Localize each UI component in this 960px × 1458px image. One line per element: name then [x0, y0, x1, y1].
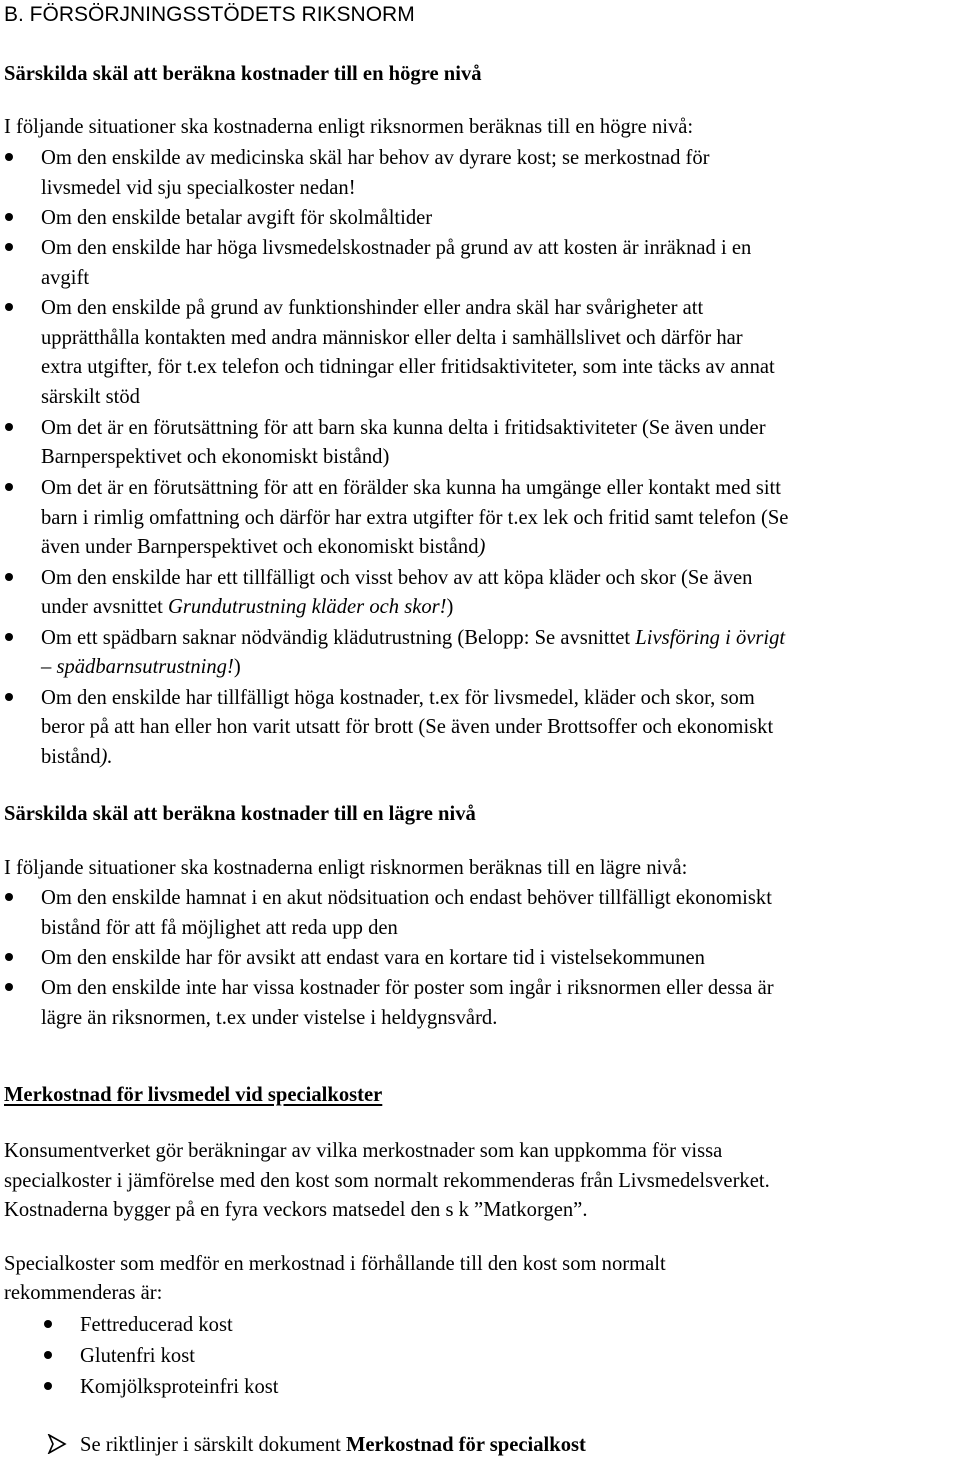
list-item-cont: livsmedel vid sju specialkoster nedan!: [41, 177, 356, 199]
list-item: Om den enskilde inte har vissa kostnader för poster som ingår i riksnormen eller dessa är: [41, 977, 774, 999]
list-item: Om den enskilde har ett tillfälligt och visst behov av att köpa kläder och skor (Se även: [41, 567, 753, 589]
diet-item: Komjölksproteinfri kost: [80, 1376, 279, 1398]
bullet-dot: [5, 423, 13, 431]
list-item: Om det är en förutsättning för att en förälder ska kunna ha umgänge eller kontakt med sitt: [41, 477, 781, 499]
bullet-dot: [44, 1382, 52, 1390]
list-item-cont: upprätthålla kontakten med andra människor eller delta i samhällslivet och därför har: [41, 327, 743, 349]
see-guidelines: Se riktlinjer i särskilt dokument Merkostnad för specialkost: [80, 1434, 586, 1456]
intro-lower-level: I följande situationer ska kostnaderna enligt risknormen beräknas till en lägre nivå:: [4, 857, 688, 879]
heading-lower-level: Särskilda skäl att beräkna kostnader till en lägre nivå: [4, 803, 476, 825]
list-item-cont: beror på att han eller hon varit utsatt för brott (Se även under Brottsoffer och ekonomiskt: [41, 716, 774, 738]
bullet-dot: [5, 893, 13, 901]
list-item-cont: bistånd för att få möjlighet att reda upp den: [41, 917, 398, 939]
list-item-cont: bistånd).: [41, 746, 113, 768]
list-item: Om den enskilde av medicinska skäl har behov av dyrare kost; se merkostnad för: [41, 147, 710, 169]
bullet-dot: [5, 983, 13, 991]
list-item: Om den enskilde har tillfälligt höga kostnader, t.ex för livsmedel, kläder och skor, som: [41, 687, 755, 709]
bullet-dot: [5, 243, 13, 251]
bullet-dot: [5, 303, 13, 311]
arrow-bullet-icon: [47, 1434, 67, 1454]
list-item: Om det är en förutsättning för att barn ska kunna delta i fritidsaktiviteter (Se även under: [41, 417, 766, 439]
paragraph-line: Specialkoster som medför en merkostnad i förhållande till den kost som normalt: [4, 1253, 666, 1275]
bullet-dot: [5, 693, 13, 701]
bullet-dot: [5, 153, 13, 161]
list-item: Om den enskilde har höga livsmedelskostnader på grund av att kosten är inräknad i en: [41, 237, 752, 259]
list-item: Om ett spädbarn saknar nödvändig klädutrustning (Belopp: Se avsnittet Livsföring i övrigt: [41, 627, 786, 649]
list-item-cont: lägre än riksnormen, t.ex under vistelse i heldygnsvård.: [41, 1007, 498, 1029]
list-item-cont: barn i rimlig omfattning och därför har extra utgifter för t.ex lek och fritid samt telefon (Se: [41, 507, 789, 529]
bullet-dot: [44, 1351, 52, 1359]
intro-higher-level: I följande situationer ska kostnaderna enligt riksnormen beräknas till en högre nivå:: [4, 116, 694, 138]
list-item: Om den enskilde hamnat i en akut nödsituation och endast behöver tillfälligt ekonomiskt: [41, 887, 772, 909]
heading-higher-level: Särskilda skäl att beräkna kostnader till en högre nivå: [4, 63, 482, 85]
diet-item: Glutenfri kost: [80, 1345, 195, 1367]
list-item-cont: Barnperspektivet och ekonomiskt bistånd): [41, 446, 390, 468]
bullet-dot: [5, 633, 13, 641]
list-item-cont: under avsnittet Grundutrustning kläder och skor!): [41, 596, 454, 618]
bullet-dot: [5, 483, 13, 491]
list-item-cont: – spädbarnsutrustning!): [41, 656, 241, 678]
bullet-dot: [5, 953, 13, 961]
list-item-cont: även under Barnperspektivet och ekonomiskt bistånd): [41, 536, 486, 558]
list-item: Om den enskilde på grund av funktionshinder eller andra skäl har svårigheter att: [41, 297, 704, 319]
bullet-dot: [44, 1320, 52, 1328]
paragraph-line: Konsumentverket gör beräkningar av vilka merkostnader som kan uppkomma för vissa: [4, 1140, 723, 1162]
diet-item: Fettreducerad kost: [80, 1314, 233, 1336]
paragraph-line: Kostnaderna bygger på en fyra veckors matsedel den s k ”Matkorgen”.: [4, 1199, 588, 1221]
section-title: B. FÖRSÖRJNINGSSTÖDETS RIKSNORM: [4, 3, 415, 26]
paragraph-line: specialkoster i jämförelse med den kost som normalt rekommenderas från Livsmedelsverket.: [4, 1170, 770, 1192]
list-item: Om den enskilde har för avsikt att endast vara en kortare tid i vistelsekommunen: [41, 947, 705, 969]
bullet-dot: [5, 573, 13, 581]
list-item-cont: särskilt stöd: [41, 386, 140, 408]
paragraph-line: rekommenderas är:: [4, 1282, 163, 1304]
list-item-cont: extra utgifter, för t.ex telefon och tidningar eller fritidsaktiviteter, som inte täcks av annat: [41, 356, 775, 378]
list-item: Om den enskilde betalar avgift för skolmåltider: [41, 207, 433, 229]
list-item-cont: avgift: [41, 267, 90, 289]
bullet-dot: [5, 213, 13, 221]
heading-merkostnad: Merkostnad för livsmedel vid specialkoster: [4, 1084, 383, 1106]
